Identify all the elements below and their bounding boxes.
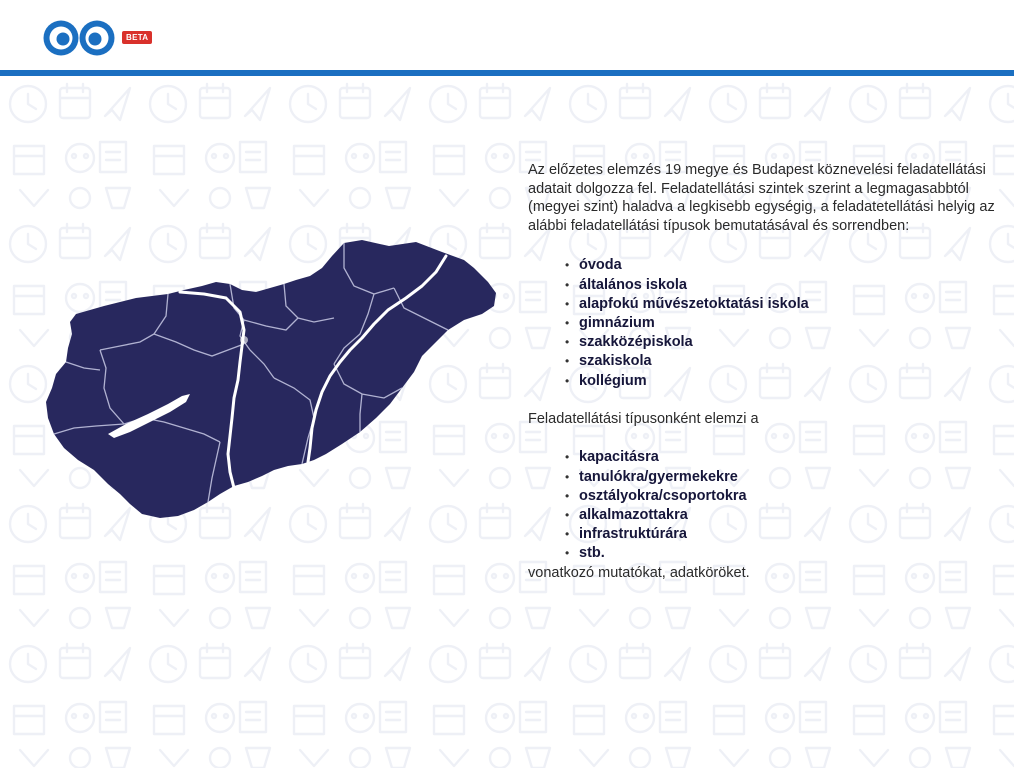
- list-item: • alapfokú művészetoktatási iskola: [528, 295, 998, 314]
- infinity-eyes-logo-icon[interactable]: [42, 18, 116, 58]
- list-item: • alkalmazottakra: [528, 506, 998, 525]
- list-item: • szakiskola: [528, 352, 998, 371]
- list-item: • osztályokra/csoportokra: [528, 487, 998, 506]
- list-item: • óvoda: [528, 256, 998, 275]
- description-panel: [528, 161, 998, 582]
- list-item: • stb.: [528, 544, 998, 563]
- list-item: • gimnázium: [528, 314, 998, 333]
- list-item: • kapacitásra: [528, 448, 998, 467]
- header-accent-bar: [0, 70, 1014, 76]
- list-item: • kollégium: [528, 372, 998, 391]
- intro-paragraph: Az előzetes elemzés 19 megye és Budapest köznevelési feladatellátási adatait dolgozza fel. Feladatellátási szintek szerint a legmagasabbtól (megyei szint) haladva a legkisebb egységig, a feladatetellátási helyig az alábbi feladatellátási típusok bemutatásával és sorrendben:: [528, 162, 995, 234]
- list-item: • szakközépiskola: [528, 333, 998, 352]
- service-types-list: [528, 256, 998, 390]
- list-item: • általános iskola: [528, 276, 998, 295]
- list-item: • infrastruktúrára: [528, 525, 998, 544]
- closing-paragraph: vonatkozó mutatókat, adatköröket.: [528, 564, 750, 581]
- beta-badge: BETA: [122, 31, 152, 44]
- analysis-intro: Feladatellátási típusonként elemzi a: [528, 410, 759, 427]
- analysis-aspects-list: [528, 448, 998, 563]
- list-item: • tanulókra/gyermekekre: [528, 468, 998, 487]
- hungary-counties-map: [44, 238, 500, 520]
- app-header: [0, 0, 1014, 70]
